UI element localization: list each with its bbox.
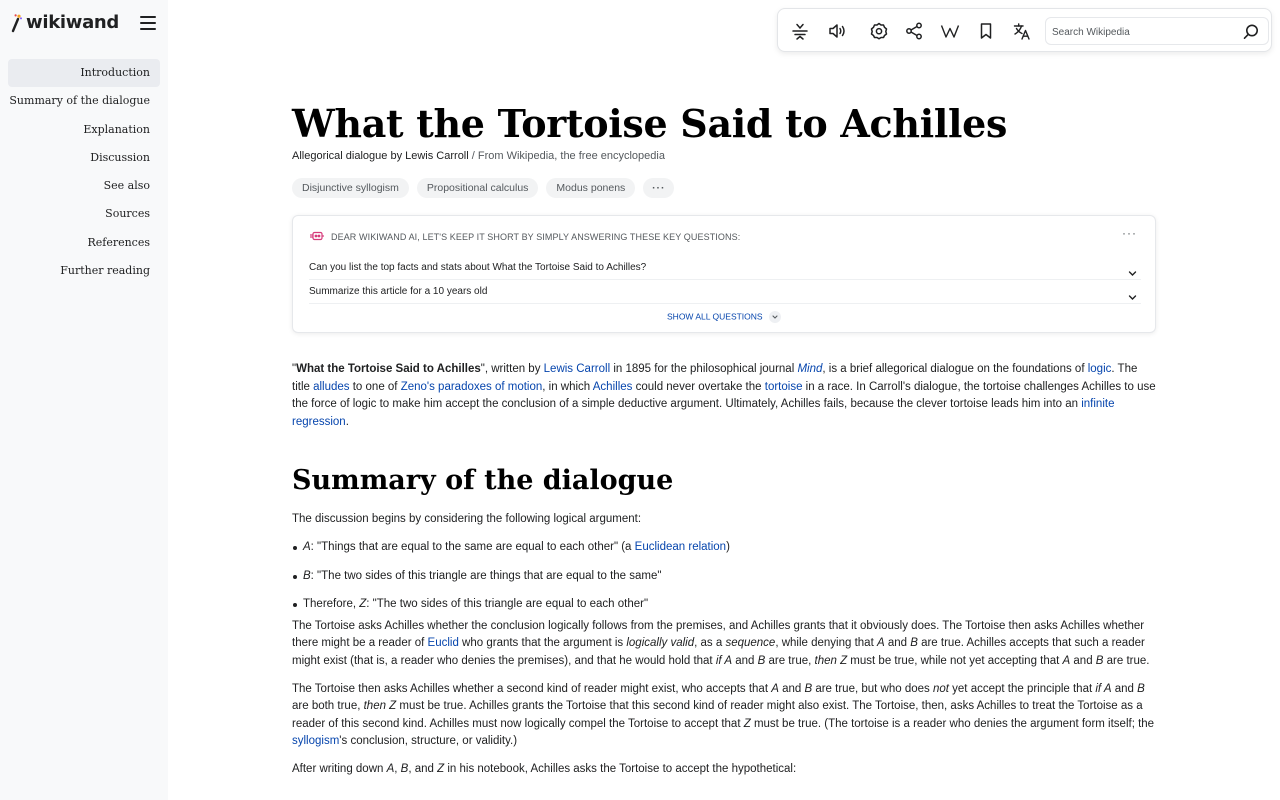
share-icon[interactable] (903, 20, 925, 42)
summary-paragraph-3: The Tortoise then asks Achilles whether a second kind of reader might exist, who accepts that A and B are true, but who does not yet accept the principle that if A and B are both true, then Z must be true. Achilles grants the Tortoise that this second kind of reader might also exist. The Tortoise, then, asks Achilles to treat the Tortoise as a reader of this second kind. Achilles must now logically compel the Tortoise to accept that Z must be true. (The tortoise is a reader who denies the argument form itself; the syllogism's conclusion, structure, or validity.) (292, 682, 1155, 748)
wikipedia-icon[interactable] (939, 20, 961, 42)
summary-paragraph-2: The Tortoise asks Achilles whether the conclusion logically follows from the premises, and Achilles grants that it obviously does. The Tortoise then asks Achilles whether there might be a reader of Euclid who grants that the argument is logically valid, as a sequence, while denying that A and B are true. Achilles accepts that such a reader might exist (that is, a reader who denies the premises), and that he would hold that if A and B are true, then Z must be true, while not yet accepting that A and B are true. (292, 619, 1150, 667)
toc-item-references[interactable]: References (87, 235, 150, 249)
ai-question-text: Can you list the top facts and stats about What the Tortoise Said to Achilles? (309, 262, 647, 273)
settings-icon[interactable] (868, 20, 890, 42)
search-input[interactable] (1052, 22, 1232, 42)
toc-item-explanation[interactable]: Explanation (83, 122, 150, 136)
tag-propositional-calculus[interactable]: Propositional calculus (417, 178, 539, 198)
link-mind[interactable]: Mind (797, 363, 823, 375)
link-euclidean-relation[interactable]: Euclidean relation (634, 540, 727, 553)
link-lewis-carroll[interactable]: Lewis Carroll (543, 363, 611, 375)
page-subtitle (292, 150, 1156, 162)
table-of-contents (8, 59, 160, 285)
text-size-icon[interactable] (789, 20, 811, 42)
ai-questions-panel (292, 215, 1156, 333)
ai-question-text: Summarize this article for a 10 years old (309, 286, 488, 297)
list-item: Therefore, Z: "The two sides of this triangle are equal to each other" (292, 596, 1156, 614)
section-heading-summary: Summary of the dialogue (292, 465, 674, 497)
topic-tags (292, 178, 1156, 198)
link-achilles[interactable]: Achilles (592, 380, 633, 393)
toc-item-sources[interactable]: Sources (105, 207, 150, 221)
link-logic[interactable]: logic (1087, 363, 1112, 375)
article (292, 100, 1156, 779)
show-all-questions-button[interactable] (293, 311, 1155, 323)
toc-item-further-reading[interactable]: Further reading (60, 263, 150, 277)
summary-paragraph-1: The discussion begins by considering the following logical argument: (292, 513, 642, 526)
link-zenos-paradoxes[interactable]: Zeno's paradoxes of motion (400, 380, 543, 393)
sidebar (0, 0, 168, 800)
ai-question-1[interactable] (309, 256, 1141, 280)
show-all-label: SHOW ALL QUESTIONS (667, 311, 763, 322)
toc-item-summary[interactable]: Summary of the dialogue (9, 94, 150, 108)
ai-header-text: DEAR WIKIWAND AI, LET'S KEEP IT SHORT BY SIMPLY ANSWERING THESE KEY QUESTIONS: (331, 232, 741, 242)
short-description: Allegorical dialogue by Lewis Carroll (292, 150, 469, 162)
chevron-down-icon (769, 311, 781, 323)
bookmark-icon[interactable] (975, 20, 997, 42)
ai-question-2[interactable] (309, 280, 1141, 304)
source-note: / From Wikipedia, the free encyclopedia (468, 150, 665, 162)
toc-item-introduction[interactable]: Introduction (8, 59, 160, 87)
ai-more-button[interactable]: ··· (1122, 226, 1137, 240)
link-tortoise[interactable]: tortoise (764, 380, 803, 393)
chevron-down-icon (1128, 264, 1137, 273)
menu-icon[interactable] (140, 16, 156, 30)
argument-list (292, 539, 1156, 614)
wikiwand-logo[interactable] (10, 12, 119, 33)
toc-item-discussion[interactable]: Discussion (90, 150, 150, 164)
wikiwand-logo-icon (10, 13, 22, 33)
link-euclid[interactable]: Euclid (427, 637, 459, 650)
ai-robot-icon (309, 230, 325, 244)
toolbar (777, 8, 1272, 52)
tag-disjunctive-syllogism[interactable]: Disjunctive syllogism (292, 178, 409, 198)
speaker-icon[interactable] (826, 20, 848, 42)
intro-paragraph: "What the Tortoise Said to Achilles", written by Lewis Carroll in 1895 for the philosophical journal Mind, is a brief allegorical dialogue on the foundations of logic. The title alludes to one of Zeno's paradoxes of motion, in which Achilles could never overtake the tortoise in a race. In Carroll's dialogue, the tortoise challenges Achilles to use the force of logic to make him accept the conclusion of a simple deductive argument. Ultimately, Achilles fails, because the clever tortoise leads him into an infinite regression. (292, 363, 1156, 428)
translate-icon[interactable] (1011, 20, 1033, 42)
summary-paragraph-4: After writing down A, B, and Z in his notebook, Achilles asks the Tortoise to accept the hypothetical: (292, 762, 797, 775)
list-item: A: "Things that are equal to the same are equal to each other" (a Euclidean relation) (292, 539, 1156, 557)
tags-more-button[interactable]: ··· (643, 178, 674, 198)
search-box (1045, 17, 1269, 45)
list-item: B: "The two sides of this triangle are things that are equal to the same" (292, 568, 1156, 586)
ai-header (309, 230, 740, 244)
logo-text: wikiwand (26, 12, 120, 33)
page-title: What the Tortoise Said to Achilles (292, 101, 1008, 146)
search-icon[interactable] (1242, 23, 1260, 41)
link-alludes[interactable]: alludes (313, 380, 350, 393)
toc-item-see-also[interactable]: See also (103, 179, 150, 192)
chevron-down-icon (1128, 288, 1137, 297)
link-infinite-regression[interactable]: infinite regression (292, 398, 1115, 428)
tag-modus-ponens[interactable]: Modus ponens (546, 178, 635, 198)
link-syllogism[interactable]: syllogism (292, 735, 340, 748)
